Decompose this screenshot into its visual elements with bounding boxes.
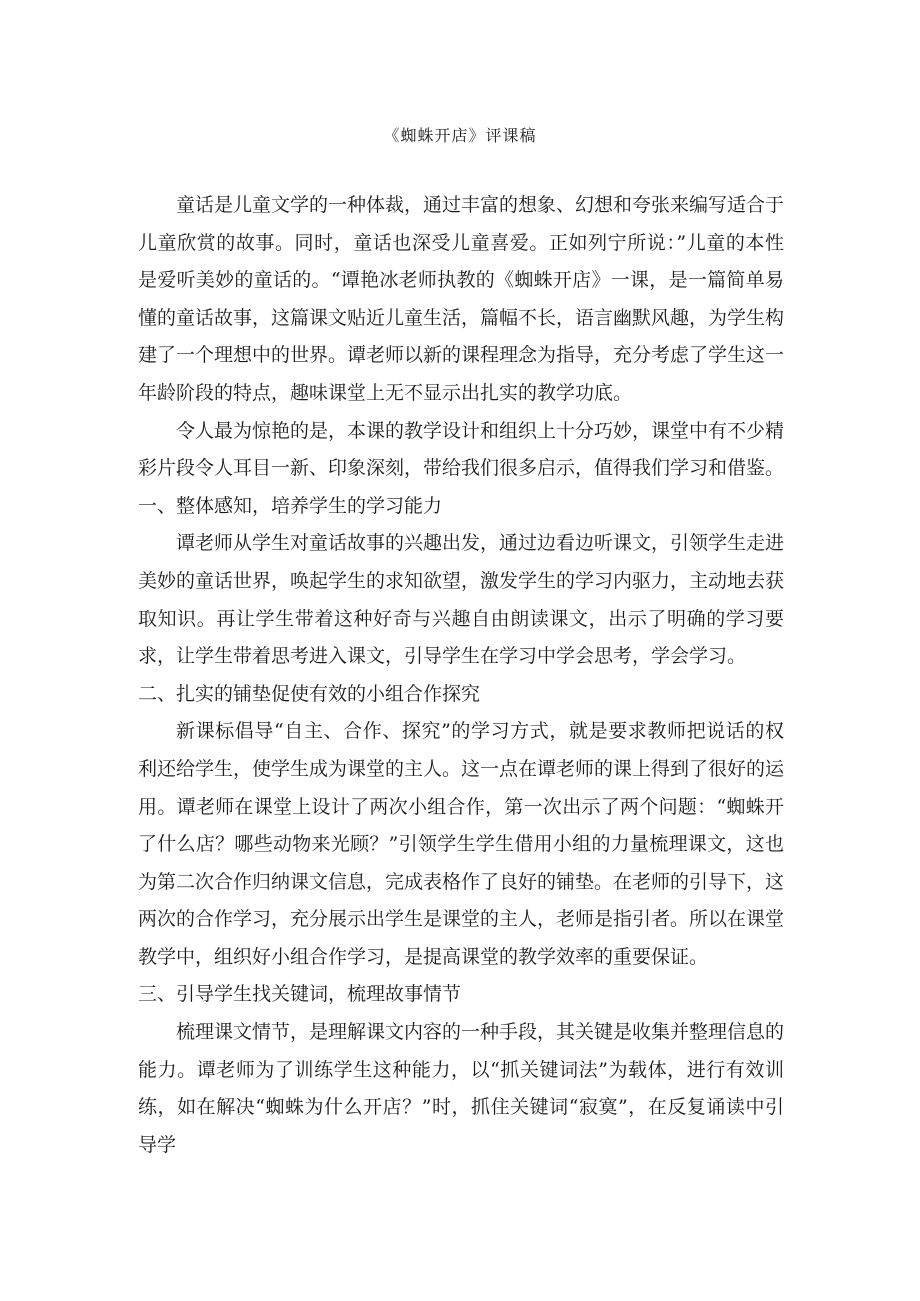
document-body [138,187,784,1164]
paragraph-section-3: 梳理课文情节，是理解课文内容的一种手段，其关键是收集并整理信息的能力。谭老师为了训练学生这种能力，以“抓关键词法”为载体，进行有效训练，如在解决“蜘蛛为什么开店？”时，抓住关键词“寂寞”，在反复诵读中引导学 [138,1021,785,1156]
paragraph-section-1: 谭老师从学生对童话故事的兴趣出发，通过边看边听课文，引领学生走进美妙的童话世界，唤起学生的求知欲望，激发学生的学习内驱力，主动地去获取知识。再让学生带着这种好奇与兴趣自由朗读课文，出示了明确的学习要求，让学生带着思考进入课文，引导学生在学习中学会思考，学会学习。 [138,532,785,668]
section-heading-3: 三、引导学生找关键词，梳理故事情节 [138,983,462,1006]
paragraph-section-2: 新课标倡导“自主、合作、探究”的学习方式，就是要求教师把说话的权利还给学生，使学生成为课堂的主人。这一点在谭老师的课上得到了很好的运用。谭老师在课堂上设计了两次小组合作，第一次出示了两个问题：“蜘蛛开了什么店？哪些动物来光顾？”引领学生学生借用小组的力量梳理课文，这也为第二次合作归纳课文信息，完成表格作了良好的铺垫。在老师的引导下，这两次的合作学习，充分展示出学生是课堂的主人，老师是指引者。所以在课堂教学中，组织好小组合作学习，是提高课堂的教学效率的重要保证。 [138,720,785,968]
section-heading-2: 二、扎实的铺垫促使有效的小组合作探究 [138,682,481,705]
section-heading-1: 一、整体感知，培养学生的学习能力 [138,494,443,517]
document-title: 《蜘蛛开店》评课稿 [383,126,537,145]
paragraph-intro: 童话是儿童文学的一种体裁，通过丰富的想象、幻想和夸张来编写适合于儿童欣赏的故事。同时，童话也深受儿童喜爱。正如列宁所说：”儿童的本性是爱听美妙的童话的。“谭艳冰老师执教的《蜘蛛开店》一课，是一篇简单易懂的童话故事，这篇课文贴近儿童生活，篇幅不长，语言幽默风趣，为学生构建了一个理想中的世界。谭老师以新的课程理念为指导，充分考虑了学生这一年龄阶段的特点，趣味课堂上无不显示出扎实的教学功底。 [138,194,785,404]
paragraph-highlight: 令人最为惊艳的是，本课的教学设计和组织上十分巧妙，课堂中有不少精彩片段令人耳目一新、印象深刻，带给我们很多启示，值得我们学习和借鉴。 [138,419,785,480]
